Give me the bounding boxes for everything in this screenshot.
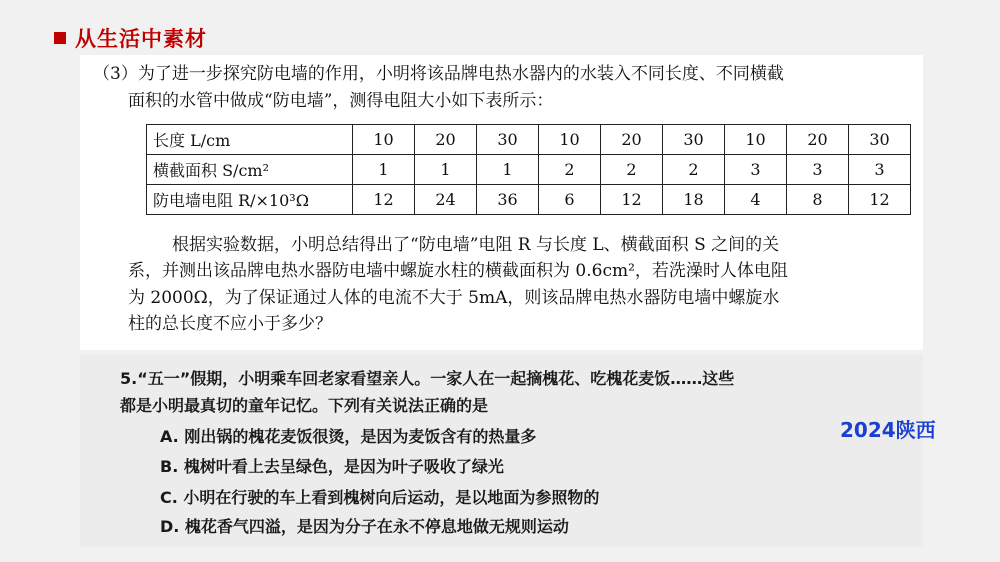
table-cell: 1	[415, 155, 477, 185]
table-cell: 18	[663, 185, 725, 215]
table-cell: 12	[601, 185, 663, 215]
q3-intro-line-1: （3）为了进一步探究防电墙的作用，小明将该品牌电热水器内的水装入不同长度、不同横截	[93, 64, 784, 84]
q3-intro-line-2: 面积的水管中做成“防电墙”，测得电阻大小如下表所示：	[128, 91, 554, 111]
q3-paragraph-line-3: 为 2000Ω，为了保证通过人体的电流不大于 5mA，则该品牌电热水器防电墙中螺旋水	[128, 288, 780, 308]
red-square-bullet-icon	[54, 32, 66, 44]
section-title-bar	[54, 26, 207, 50]
table-cell: 30	[477, 125, 539, 155]
q5-option-d: D. 槐花香气四溢，是因为分子在永不停息地做无规则运动	[160, 517, 569, 536]
q3-paragraph-line-4: 柱的总长度不应小于多少？	[128, 314, 332, 334]
resistance-data-table	[146, 124, 911, 215]
table-cell: 30	[849, 125, 911, 155]
table-cell: 3	[725, 155, 787, 185]
table-cell: 12	[849, 185, 911, 215]
table-cell: 2	[663, 155, 725, 185]
source-tag: 2024陕西	[840, 418, 936, 442]
table-cell: 1	[477, 155, 539, 185]
table-cell: 30	[663, 125, 725, 155]
table-cell: 2	[601, 155, 663, 185]
q5-option-b: B. 槐树叶看上去呈绿色，是因为叶子吸收了绿光	[160, 457, 504, 476]
section-title: 从生活中素材	[75, 27, 207, 51]
table-cell: 20	[415, 125, 477, 155]
q5-stem-line-1: 5.“五一”假期，小明乘车回老家看望亲人。一家人在一起摘槐花、吃槐花麦饭……这些	[120, 369, 735, 388]
table-cell: 2	[539, 155, 601, 185]
table-cell: 12	[353, 185, 415, 215]
table-cell: 4	[725, 185, 787, 215]
row-label-length: 长度 L/cm	[147, 125, 353, 155]
q5-option-a: A. 刚出锅的槐花麦饭很烫，是因为麦饭含有的热量多	[160, 427, 537, 446]
q3-paragraph-line-1: 根据实验数据，小明总结得出了“防电墙”电阻 R 与长度 L、横截面积 S 之间的关	[172, 235, 780, 255]
table-cell: 3	[787, 155, 849, 185]
table-cell: 24	[415, 185, 477, 215]
table-cell: 6	[539, 185, 601, 215]
table-row-length	[147, 125, 911, 155]
table-row-area	[147, 155, 911, 185]
row-label-resistance: 防电墙电阻 R/×10³Ω	[147, 185, 353, 215]
table-cell: 8	[787, 185, 849, 215]
table-cell: 20	[601, 125, 663, 155]
table-cell: 10	[539, 125, 601, 155]
q5-stem-line-2: 都是小明最真切的童年记忆。下列有关说法正确的是	[120, 396, 489, 415]
table-cell: 10	[353, 125, 415, 155]
q5-option-c: C. 小明在行驶的车上看到槐树向后运动，是以地面为参照物的	[160, 488, 600, 507]
table-cell: 3	[849, 155, 911, 185]
q3-paragraph-line-2: 系，并测出该品牌电热水器防电墙中螺旋水柱的横截面积为 0.6cm²，若洗澡时人体电阻	[128, 261, 788, 281]
row-label-area: 横截面积 S/cm²	[147, 155, 353, 185]
table-cell: 1	[353, 155, 415, 185]
table-cell: 20	[787, 125, 849, 155]
table-row-resistance	[147, 185, 911, 215]
table-cell: 10	[725, 125, 787, 155]
table-cell: 36	[477, 185, 539, 215]
